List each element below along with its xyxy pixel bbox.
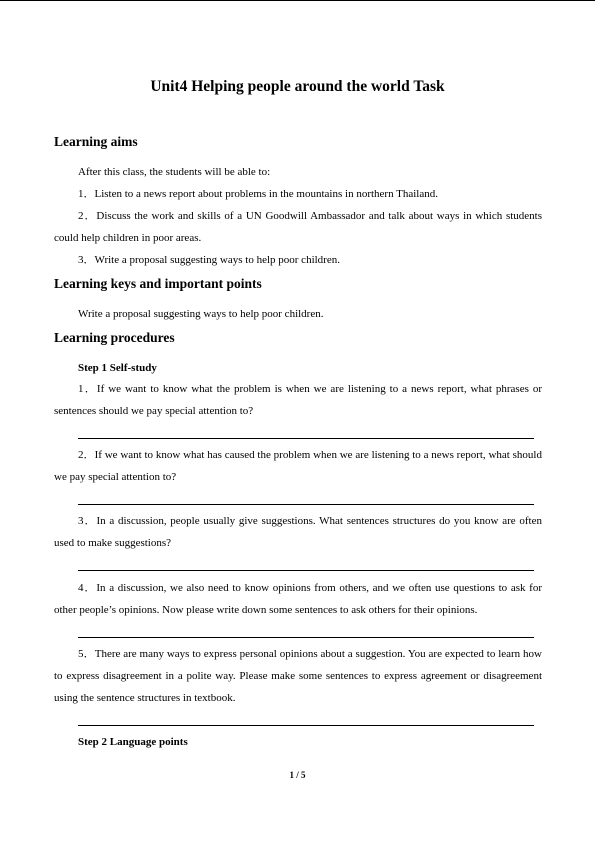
aim-item-1: 1．Listen to a news report about problems in the mountains in northern Thailand. <box>78 188 438 200</box>
procedures-heading: Learning procedures <box>54 330 175 345</box>
step2-heading: Step 2 Language points <box>78 736 188 748</box>
question-4: 4．In a discussion, we also need to know opinions from others, and we often use questions to ask for other people’s opinions. Now please write down some sentences to ask others for their opinions. <box>54 582 542 616</box>
keys-heading: Learning keys and important points <box>54 276 262 291</box>
page-number: 1 / 5 <box>289 770 306 780</box>
question-1: 1．If we want to know what the problem is when we are listening to a news report, what phrases or sentences should we pay special attention to? <box>54 383 542 417</box>
answer-line-2 <box>78 504 534 505</box>
question-5: 5．There are many ways to express personal opinions about a suggestion. You are expected to learn how to express disagreement in a polite way. Please make some sentences to express agreement or disagreement using the sentence structures in textbook. <box>54 648 542 704</box>
question-3: 3．In a discussion, people usually give suggestions. What sentences structures do you know are often used to make suggestions? <box>54 515 542 549</box>
aim-item-3: 3．Write a proposal suggesting ways to help poor children. <box>78 254 340 266</box>
aims-intro: After this class, the students will be able to: <box>78 166 271 178</box>
step1-heading: Step 1 Self-study <box>78 362 157 374</box>
answer-line-1 <box>78 438 534 439</box>
aim-item-2: 2．Discuss the work and skills of a UN Goodwill Ambassador and talk about ways in which students could help children in poor areas. <box>54 210 542 244</box>
answer-line-4 <box>78 637 534 638</box>
answer-line-5 <box>78 725 534 726</box>
answer-line-3 <box>78 570 534 571</box>
keys-text: Write a proposal suggesting ways to help poor children. <box>78 308 324 320</box>
aims-heading: Learning aims <box>54 134 138 149</box>
top-border-line <box>0 0 595 1</box>
page-title: Unit4 Helping people around the world Task <box>150 78 445 95</box>
question-2: 2．If we want to know what has caused the problem when we are listening to a news report, what should we pay special attention to? <box>54 449 542 483</box>
